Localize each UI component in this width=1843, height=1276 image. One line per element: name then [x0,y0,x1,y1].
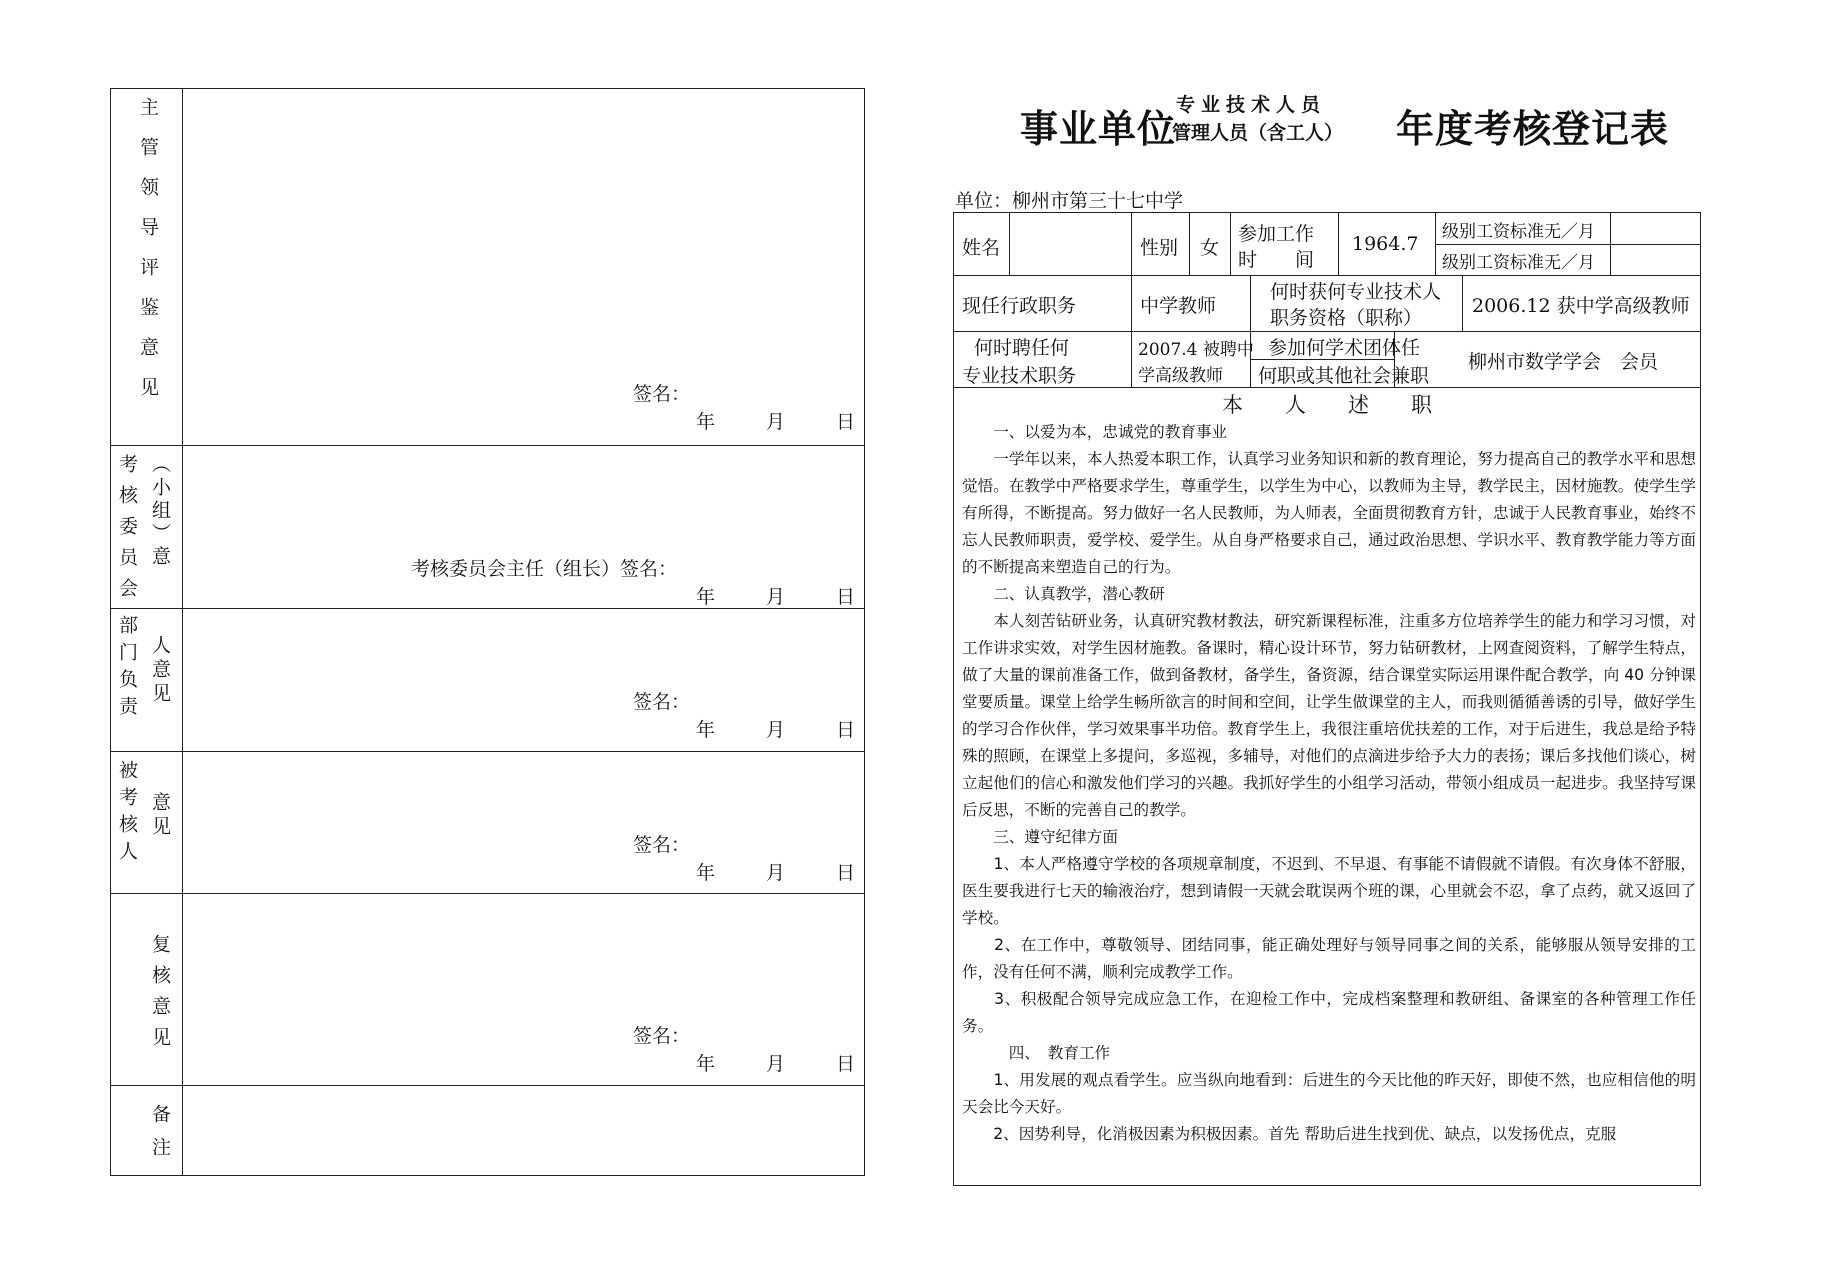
society-value: 柳州市数学学会 会员 [1468,351,1659,373]
name-label: 姓名 [962,237,1001,259]
qualification-label-2: 职务资格（职称） [1270,307,1423,329]
date-month: 月 [766,586,786,608]
section-caption [111,446,183,608]
admin-position-value: 中学教师 [1140,295,1217,317]
title-line1: 专业技术人员 [1176,94,1327,116]
statement-paragraph: 1、本人严格遵守学校的各项规章制度，不迟到、不早退、有事能不请假就不请假。有次身体不舒服，医生要我进行七天的输液治疗，想到请假一天就会耽误两个班的课，心里就会不忍，拿了点药，就又返回了学校。 [962,855,1696,927]
statement-paragraph: 2、因势利导，化消极因素为积极因素。首先 帮助后进生找到优、缺点，以发扬优点，克服 [962,1125,1617,1143]
signature-label: 签名： [633,834,691,856]
date-day: 日 [836,411,856,433]
caption-column: 考核委员会 [116,454,138,609]
statement-paragraph: 3、积极配合领导完成应急工作，在迎检工作中，完成档案整理和教研组、备课室的各种管理工作任务。 [962,990,1696,1035]
section-caption [111,894,183,1085]
caption-column: 部门负责 [116,615,138,723]
salary-line-1: 级别工资标准无／月 [1442,222,1595,242]
caption-column: 人意见 [149,635,171,707]
date-year: 年 [696,1053,716,1075]
date-day: 日 [836,719,856,741]
society-label-1: 参加何学术团体任 [1268,337,1421,359]
statement-paragraph: 三、遵守纪律方面 [962,828,1118,846]
statement-paragraph: 一学年以来，本人热爱本职工作，认真学习业务知识和新的教育理论，努力提高自己的教学水平和思想觉悟。在教学中严格要求学生，尊重学生，以学生为中心，以教师为主导，教学民主，因材施教。使学生学有所得，不断提高。努力做好一名人民教师，为人师表，全面贯彻教育方针，忠诚于人民教育事业，始终不忘人民教师职责，爱学校、爱学生。从自身严格要求自己，通过政治思想、学识水平、教育教学能力等方面的不断提高来塑造自己的行为。 [962,450,1696,576]
qualification-value: 2006.12 获中学高级教师 [1472,295,1690,317]
assessee-opinion-section [111,752,864,894]
statement-paragraph: 2、在工作中，尊敬领导、团结同事，能正确处理好与领导同事之间的关系，能够服从领导安排的工作，没有任何不满，顺利完成教学工作。 [962,936,1696,981]
date-month: 月 [766,862,786,884]
signature-label: 签名： [633,691,691,713]
statement-paragraph: 二、认真教学，潜心教研 [962,585,1165,603]
review-opinion-section [111,894,864,1086]
self-statement-area [954,389,1700,1183]
date-year: 年 [696,411,716,433]
unit-label: 单位：柳州市第三十七中学 [955,190,1184,212]
title-suffix: 年度考核登记表 [1396,106,1670,151]
date-year: 年 [696,719,716,741]
caption-column: （小组）意 [149,454,171,569]
form-title [1020,90,1720,150]
date-year: 年 [696,586,716,608]
signature-label: 签名： [633,383,691,405]
caption-column: 意见 [149,792,171,840]
salary-line-2: 级别工资标准无／月 [1442,253,1595,273]
remarks-section [111,1086,864,1175]
date-day: 日 [836,586,856,608]
date-month: 月 [766,1053,786,1075]
date-day: 日 [836,862,856,884]
appointment-label-1: 何时聘任何 [974,337,1070,359]
title-line2: 管理人员（含工人） [1172,122,1344,144]
department-head-opinion-section [111,609,864,752]
signature-label: 签名： [633,1025,691,1047]
section-caption [111,752,183,893]
admin-position-label: 现任行政职务 [962,295,1077,317]
date-day: 日 [836,1053,856,1075]
statement-paragraph: 本人刻苦钻研业务，认真研究教材教法，研究新课程标准，注重多方位培养学生的能力和学习习惯，对工作讲求实效，对学生因材施教。备课时，精心设计环节，努力钻研教材，上网查阅资料，了解学生特点，做了大量的课前准备工作，做到备教材，备学生，备资源，结合课堂实际运用课件配合教学，向 40 分钟课堂要质量。课堂上给学生畅所欲言的时间和空间，让学生做课堂的主人，而我则循循善诱的引导，做好学生的学习合作伙伴，学习效果事半功倍。教育学生上，我很注重培优扶差的工作，对于后进生，我总是给予特殊的照顾，在课堂上多提问，多巡视，多辅导，对他们的点滴进步给予大力的表扬；课后多找他们谈心，树立起他们的信心和激发他们学习的兴趣。我抓好学生的小组学习活动，带领小组成员一起进步。我坚持写课后反思，不断的完善自己的教学。 [962,612,1696,819]
statement-paragraph: 一、以爱为本，忠诚党的教育事业 [962,423,1228,441]
statement-body [962,419,1696,1148]
appointment-value-1: 2007.4 被聘中 [1138,340,1254,360]
date-year: 年 [696,862,716,884]
qualification-label-1: 何时获何专业技术人 [1270,281,1442,303]
work-start-label-1: 参加工作 [1238,223,1315,245]
caption-column: 被考核人 [116,760,138,868]
date-month: 月 [766,719,786,741]
section-caption [111,1086,183,1175]
appointment-value-2: 学高级教师 [1138,366,1223,386]
section-caption [111,609,183,751]
gender-label: 性别 [1140,237,1179,259]
statement-paragraph: 1、用发展的观点看学生。应当纵向地看到：后进生的今天比他的昨天好，即使不然，也应相信他的明天会比今天好。 [962,1071,1696,1116]
statement-title: 本 人 述 职 [1222,393,1432,417]
section-caption [111,89,183,445]
caption-column: 备注 [149,1104,171,1170]
committee-opinion-section [111,446,864,609]
caption-column: 复核意见 [149,934,171,1058]
date-month: 月 [766,411,786,433]
assessment-form-table [953,212,1701,1186]
statement-paragraph: 四、 教育工作 [962,1044,1111,1062]
society-label-2: 何职或其他社会兼职 [1258,365,1430,387]
work-start-label-2: 时 间 [1238,249,1315,271]
appointment-label-2: 专业技术职务 [962,365,1077,387]
title-prefix: 事业单位 [1020,106,1177,151]
caption-column: 主管领导评鉴意见 [137,97,159,417]
gender-value: 女 [1200,237,1220,259]
supervisor-opinion-section [111,89,864,446]
assessment-opinions-table [110,88,865,1176]
signature-label: 考核委员会主任（组长）签名： [411,558,678,580]
work-start-value: 1964.7 [1352,233,1419,255]
